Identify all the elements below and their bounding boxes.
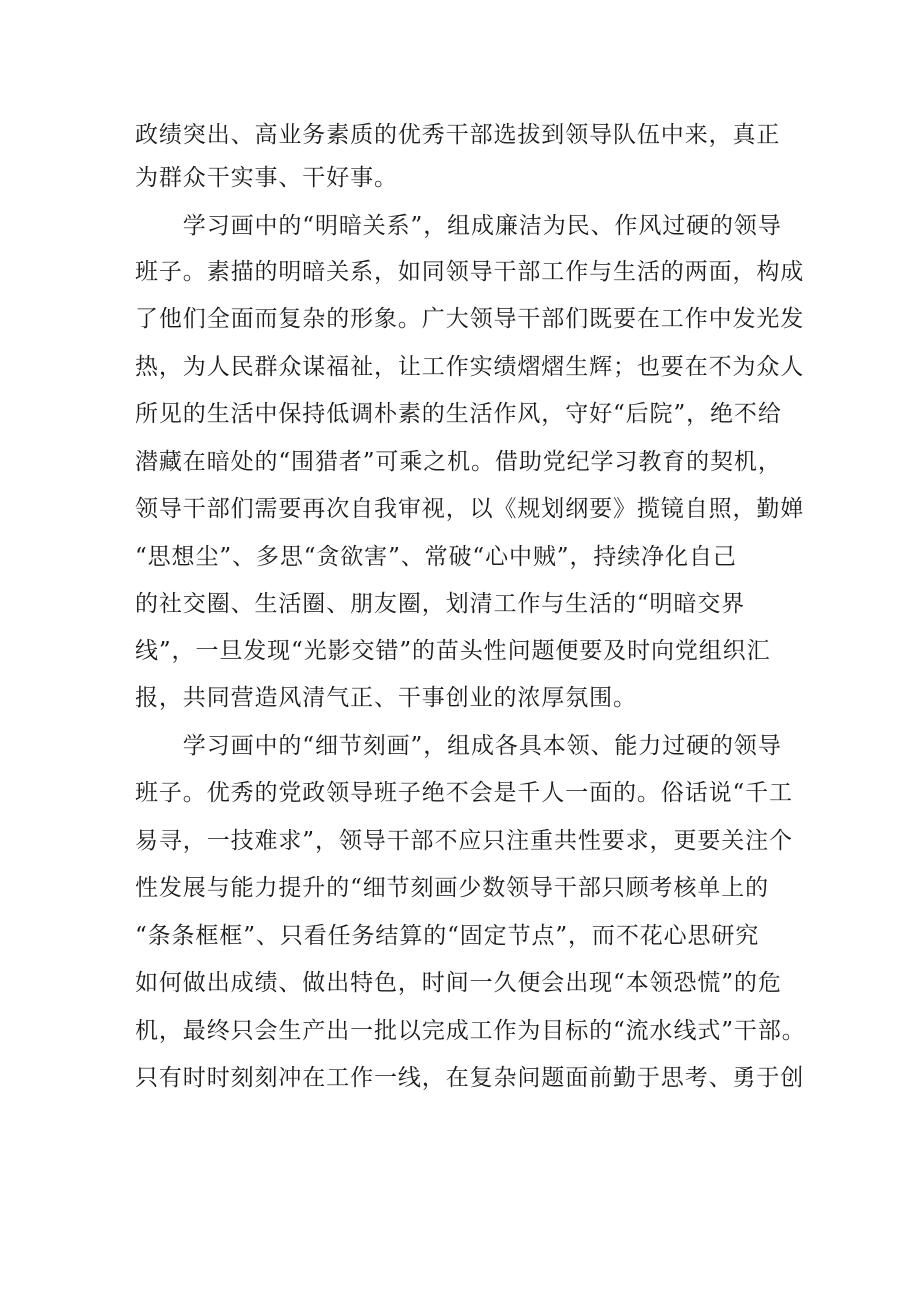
text-line: 的社交圈、生活圈、朋友圈，划清工作与生活的“明暗交界 [135,591,746,617]
text-line: 学习画中的“细节刻画”，组成各具本领、能力过硬的领导 [135,733,782,759]
text-line: “条条框框”、只看任务结算的“固定节点”，而不花心思研究 [135,923,760,949]
text-line: 领导干部们需要再次自我审视，以《规划纲要》揽镜自照，勤婵 [135,496,805,522]
text-line: 了他们全面而复杂的形象。广大领导干部们既要在工作中发光发 [135,306,805,332]
text-line: “思想尘”、多思“贪欲害”、常破“心中贼”，持续净化自己 [135,544,737,570]
text-line: 如何做出成绩、做出特色，时间一久便会出现“本领恐慌”的危 [135,970,782,996]
text-line: 班子。优秀的党政领导班子绝不会是千人一面的。俗话说“千工 [135,780,793,806]
text-line: 机，最终只会生产出一批以完成工作为目标的“流水线式”干部。 [135,1018,806,1044]
text-line: 热，为人民群众谋福祉，让工作实绩熠熠生辉；也要在不为众人 [135,354,805,380]
text-line: 只有时时刻刻冲在工作一线，在复杂问题面前勤于思考、勇于创 [135,1065,805,1091]
text-line: 为群众干实事、干好事。 [135,165,398,191]
text-line: 性发展与能力提升的“细节刻画少数领导干部只顾考核单上的 [135,875,770,901]
text-line: 潜藏在暗处的“围猎者”可乘之机。借助党纪学习教育的契机， [135,449,782,475]
text-line: 易寻，一技难求”，领导干部不应只注重共性要求，更要关注个 [135,828,793,854]
text-line: 线”，一旦发现“光影交错”的苗头性问题便要及时向党组织汇 [135,638,771,664]
text-line: 报，共同营造风清气正、干事创业的浓厚氛围。 [135,685,637,711]
text-line: 政绩突出、高业务素质的优秀干部选拔到领导队伍中来，真正 [135,122,781,148]
text-line: 班子。素描的明暗关系，如同领导干部工作与生活的两面，构成 [135,259,805,285]
text-line: 所见的生活中保持低调朴素的生活作风，守好“后院”，绝不给 [135,401,782,427]
text-line: 学习画中的“明暗关系”，组成廉洁为民、作风过硬的领导 [135,213,782,239]
